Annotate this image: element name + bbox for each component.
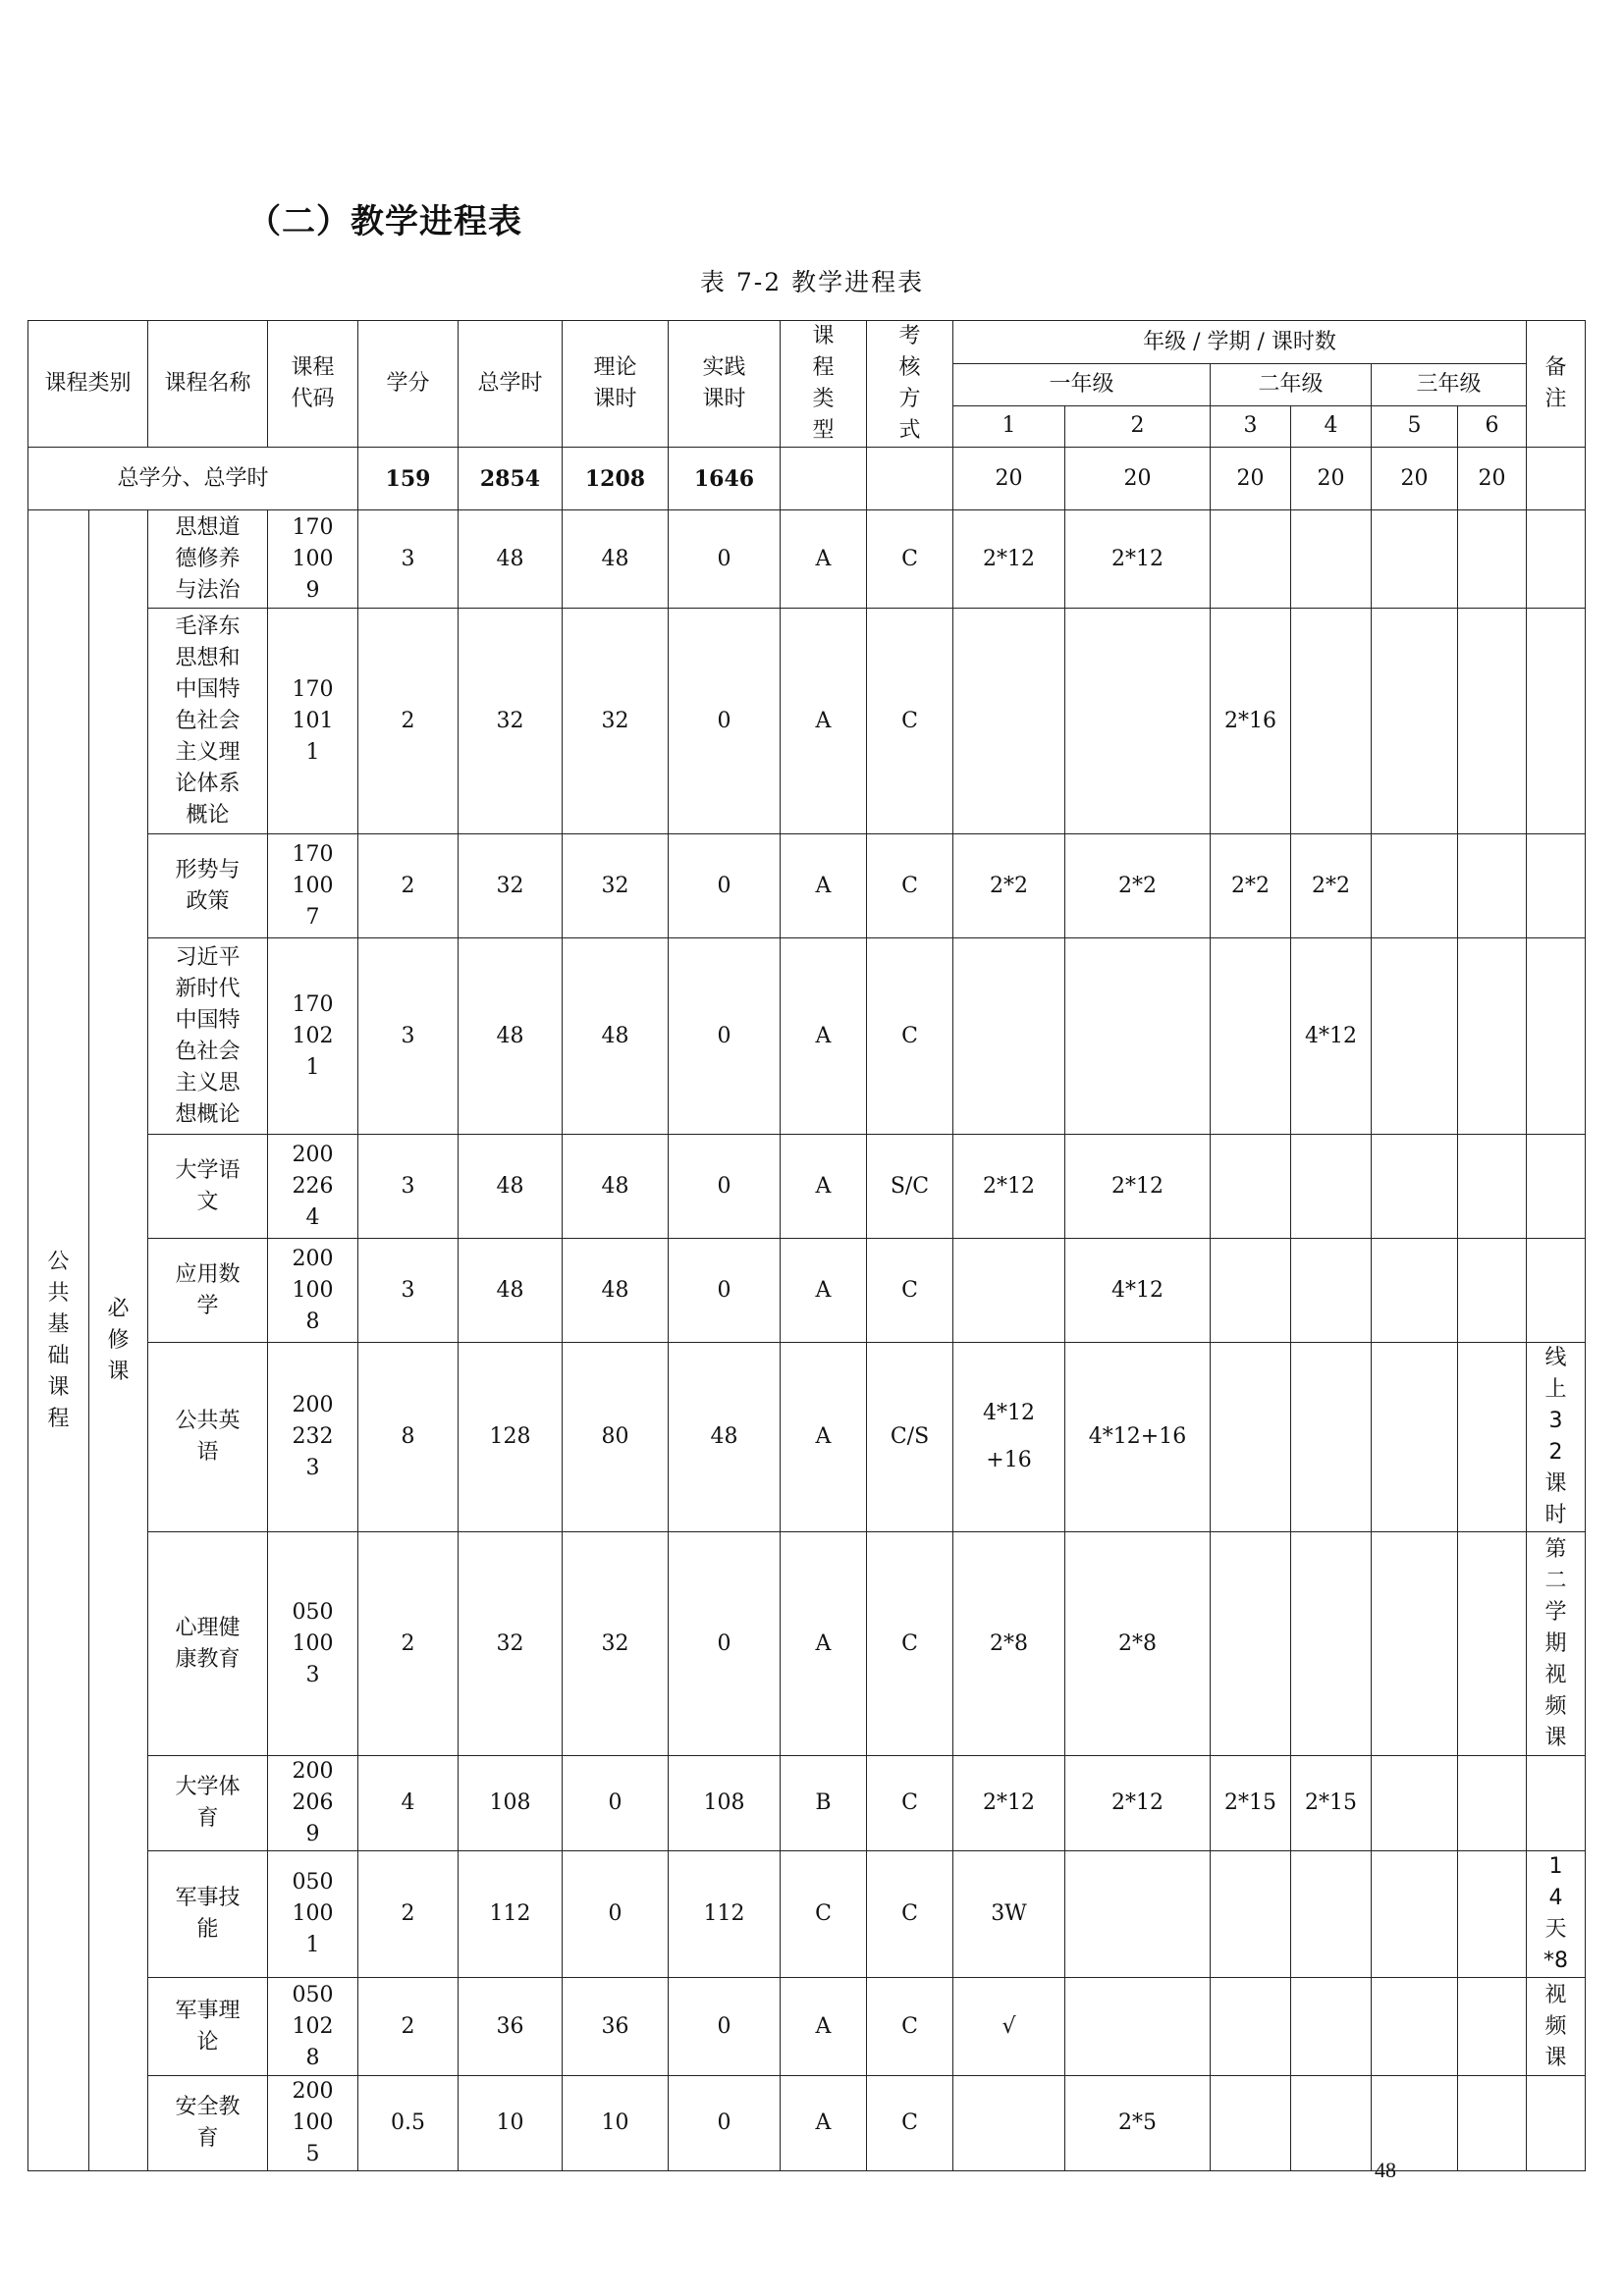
- sem1-hours: 2*2: [953, 834, 1065, 938]
- course-type: A: [781, 938, 867, 1135]
- practice-hours: 0: [669, 1532, 781, 1756]
- table-caption: 表 7-2 教学进程表: [699, 268, 925, 296]
- sem2-hours: 2*12: [1065, 1135, 1211, 1239]
- course-code: 2002069: [268, 1756, 358, 1851]
- course-type: A: [781, 1239, 867, 1343]
- table-row: [28, 1978, 1586, 2076]
- course-code: 1701009: [268, 510, 358, 609]
- totals-sem2: 20: [1065, 448, 1211, 510]
- section-title: （二）教学进程表: [247, 202, 522, 241]
- assessment: C: [867, 609, 953, 834]
- sem2-hours: 2*8: [1065, 1532, 1211, 1756]
- remark: [1527, 1239, 1586, 1343]
- sem1-hours: 2*12: [953, 1756, 1065, 1851]
- assessment: C: [867, 1532, 953, 1756]
- sem3-hours: [1211, 938, 1291, 1135]
- sem4-hours: 2*15: [1291, 1756, 1372, 1851]
- credits: 3: [358, 510, 459, 609]
- theory-hours: 32: [563, 1532, 669, 1756]
- header-remarks: 备注: [1527, 321, 1586, 448]
- header-sem3: 3: [1211, 405, 1291, 447]
- totals-sem4: 20: [1291, 448, 1372, 510]
- sem1-hours: 3W: [953, 1851, 1065, 1978]
- sem5-hours: [1372, 1978, 1458, 2076]
- total-hours: 108: [459, 1756, 563, 1851]
- sem1-hours: √: [953, 1978, 1065, 2076]
- theory-hours: 0: [563, 1756, 669, 1851]
- header-assessment: 考核方式: [867, 321, 953, 448]
- practice-hours: 0: [669, 1978, 781, 2076]
- category-label: 公共基础课程: [28, 510, 89, 2171]
- sem2-hours: 2*5: [1065, 2076, 1211, 2171]
- sem4-hours: [1291, 1851, 1372, 1978]
- totals-sem1: 20: [953, 448, 1065, 510]
- total-hours: 32: [459, 1532, 563, 1756]
- sem2-hours: 4*12+16: [1065, 1343, 1211, 1532]
- course-type: A: [781, 510, 867, 609]
- assessment: C: [867, 1978, 953, 2076]
- remark: 第二学期视频课: [1527, 1532, 1586, 1756]
- credits: 2: [358, 834, 459, 938]
- header-total-hours: 总学时: [459, 321, 563, 448]
- course-name: 军事理论: [148, 1978, 268, 2076]
- total-hours: 112: [459, 1851, 563, 1978]
- credits: 3: [358, 1239, 459, 1343]
- sem1-hours: [953, 938, 1065, 1135]
- remark: [1527, 609, 1586, 834]
- assessment: C: [867, 938, 953, 1135]
- header-row-1: [28, 321, 1586, 364]
- sem4-hours: [1291, 2076, 1372, 2171]
- table-row: [28, 1135, 1586, 1239]
- course-type: A: [781, 1532, 867, 1756]
- total-hours: 128: [459, 1343, 563, 1532]
- course-type: A: [781, 1135, 867, 1239]
- totals-assessment: [867, 448, 953, 510]
- sem2-hours: [1065, 938, 1211, 1135]
- remark: 线上32课时: [1527, 1343, 1586, 1532]
- sem2-hours: 2*12: [1065, 510, 1211, 609]
- course-type: A: [781, 1343, 867, 1532]
- subcategory-label: 必修课: [89, 510, 148, 2171]
- practice-hours: 0: [669, 510, 781, 609]
- sem4-hours: 4*12: [1291, 938, 1372, 1135]
- table-row: [28, 1239, 1586, 1343]
- header-credits: 学分: [358, 321, 459, 448]
- header-sem6: 6: [1458, 405, 1527, 447]
- sem4-hours: [1291, 1343, 1372, 1532]
- course-rows: [28, 510, 1586, 2171]
- practice-hours: 0: [669, 938, 781, 1135]
- table-row: [28, 834, 1586, 938]
- totals-label: 总学分、总学时: [28, 448, 358, 510]
- assessment: C: [867, 834, 953, 938]
- course-type: A: [781, 2076, 867, 2171]
- sem5-hours: [1372, 2076, 1458, 2171]
- total-hours: 32: [459, 834, 563, 938]
- sem1-hours: [953, 609, 1065, 834]
- sem6-hours: [1458, 510, 1527, 609]
- course-name: 毛泽东思想和中国特色社会主义理论体系概论: [148, 609, 268, 834]
- assessment: S/C: [867, 1135, 953, 1239]
- table-row: [28, 1343, 1586, 1532]
- sem5-hours: [1372, 510, 1458, 609]
- course-name: 形势与政策: [148, 834, 268, 938]
- sem4-hours: 2*2: [1291, 834, 1372, 938]
- remark: [1527, 510, 1586, 609]
- totals-row: [28, 448, 1586, 510]
- course-type: A: [781, 834, 867, 938]
- credits: 2: [358, 1978, 459, 2076]
- practice-hours: 0: [669, 2076, 781, 2171]
- sem3-hours: [1211, 1532, 1291, 1756]
- total-hours: 48: [459, 1135, 563, 1239]
- total-hours: 48: [459, 510, 563, 609]
- sem3-hours: [1211, 510, 1291, 609]
- total-hours: 48: [459, 1239, 563, 1343]
- header-course-code: 课程代码: [268, 321, 358, 448]
- sem3-hours: [1211, 1135, 1291, 1239]
- page-number: 48: [1375, 2158, 1396, 2182]
- course-code: 2001008: [268, 1239, 358, 1343]
- sem6-hours: [1458, 1239, 1527, 1343]
- sem3-hours: 2*2: [1211, 834, 1291, 938]
- header-course-type: 课程类型: [781, 321, 867, 448]
- course-type: A: [781, 1978, 867, 2076]
- sem5-hours: [1372, 938, 1458, 1135]
- sem6-hours: [1458, 1851, 1527, 1978]
- remark: [1527, 1756, 1586, 1851]
- course-name: 大学体育: [148, 1756, 268, 1851]
- remark: [1527, 1135, 1586, 1239]
- practice-hours: 0: [669, 1135, 781, 1239]
- sem3-hours: [1211, 1978, 1291, 2076]
- totals-course-type: [781, 448, 867, 510]
- total-hours: 48: [459, 938, 563, 1135]
- credits: 8: [358, 1343, 459, 1532]
- practice-hours: 48: [669, 1343, 781, 1532]
- header-sem5: 5: [1372, 405, 1458, 447]
- sem6-hours: [1458, 1343, 1527, 1532]
- credits: 2: [358, 609, 459, 834]
- sem2-hours: 2*2: [1065, 834, 1211, 938]
- sem2-hours: [1065, 1978, 1211, 2076]
- course-name: 应用数学: [148, 1239, 268, 1343]
- assessment: C: [867, 1851, 953, 1978]
- sem1-hours: 2*12: [953, 1135, 1065, 1239]
- course-code: 2002264: [268, 1135, 358, 1239]
- header-grade-semester-hours: 年级 / 学期 / 课时数: [953, 321, 1527, 364]
- header-sem4: 4: [1291, 405, 1372, 447]
- sem2-hours: [1065, 1851, 1211, 1978]
- sem6-hours: [1458, 938, 1527, 1135]
- total-hours: 10: [459, 2076, 563, 2171]
- sem5-hours: [1372, 1851, 1458, 1978]
- sem3-hours: [1211, 1343, 1291, 1532]
- assessment: C: [867, 510, 953, 609]
- sem3-hours: [1211, 1239, 1291, 1343]
- course-type: C: [781, 1851, 867, 1978]
- sem4-hours: [1291, 510, 1372, 609]
- header-practice-hours: 实践课时: [669, 321, 781, 448]
- totals-sem3: 20: [1211, 448, 1291, 510]
- theory-hours: 0: [563, 1851, 669, 1978]
- sem4-hours: [1291, 1135, 1372, 1239]
- header-sem2: 2: [1065, 405, 1211, 447]
- sem1-hours: [953, 2076, 1065, 2171]
- theory-hours: 32: [563, 609, 669, 834]
- credits: 4: [358, 1756, 459, 1851]
- sem5-hours: [1372, 1239, 1458, 1343]
- course-name: 思想道德修养与法治: [148, 510, 268, 609]
- sem4-hours: [1291, 609, 1372, 834]
- sem4-hours: [1291, 1532, 1372, 1756]
- totals-sem5: 20: [1372, 448, 1458, 510]
- credits: 2: [358, 1851, 459, 1978]
- credits: 3: [358, 1135, 459, 1239]
- sem5-hours: [1372, 1343, 1458, 1532]
- course-code: 1701007: [268, 834, 358, 938]
- course-type: B: [781, 1756, 867, 1851]
- course-name: 心理健康教育: [148, 1532, 268, 1756]
- practice-hours: 0: [669, 834, 781, 938]
- practice-hours: 0: [669, 1239, 781, 1343]
- credits: 2: [358, 1532, 459, 1756]
- theory-hours: 48: [563, 1135, 669, 1239]
- sem6-hours: [1458, 834, 1527, 938]
- assessment: C: [867, 2076, 953, 2171]
- sem6-hours: [1458, 609, 1527, 834]
- assessment: C: [867, 1239, 953, 1343]
- table-row: [28, 2076, 1586, 2171]
- practice-hours: 0: [669, 609, 781, 834]
- total-hours: 36: [459, 1978, 563, 2076]
- header-year3: 三年级: [1372, 364, 1527, 405]
- sem4-hours: [1291, 1239, 1372, 1343]
- course-code: 0501028: [268, 1978, 358, 2076]
- sem1-hours: 2*8: [953, 1532, 1065, 1756]
- sem1-hours: 4*12 +16: [953, 1343, 1065, 1532]
- sem2-hours: 4*12: [1065, 1239, 1211, 1343]
- course-name: 公共英语: [148, 1343, 268, 1532]
- total-hours: 32: [459, 609, 563, 834]
- table-row: [28, 1532, 1586, 1756]
- sem6-hours: [1458, 1135, 1527, 1239]
- table-row: [28, 1851, 1586, 1978]
- theory-hours: 10: [563, 2076, 669, 2171]
- sem4-hours: [1291, 1978, 1372, 2076]
- sem6-hours: [1458, 1756, 1527, 1851]
- remark: 14天*8: [1527, 1851, 1586, 1978]
- sem3-hours: [1211, 2076, 1291, 2171]
- table-row: [28, 938, 1586, 1135]
- assessment: C: [867, 1756, 953, 1851]
- sem5-hours: [1372, 1532, 1458, 1756]
- course-code: 0501001: [268, 1851, 358, 1978]
- theory-hours: 36: [563, 1978, 669, 2076]
- theory-hours: 80: [563, 1343, 669, 1532]
- sem2-hours: 2*12: [1065, 1756, 1211, 1851]
- course-code: 2002323: [268, 1343, 358, 1532]
- theory-hours: 32: [563, 834, 669, 938]
- course-code: 2001005: [268, 2076, 358, 2171]
- sem5-hours: [1372, 1135, 1458, 1239]
- schedule-table: [27, 320, 1586, 2171]
- table-row: [28, 609, 1586, 834]
- theory-hours: 48: [563, 1239, 669, 1343]
- sem2-hours: [1065, 609, 1211, 834]
- header-theory-hours: 理论课时: [563, 321, 669, 448]
- table-row: [28, 510, 1586, 609]
- course-name: 军事技能: [148, 1851, 268, 1978]
- remark: [1527, 834, 1586, 938]
- header-sem1: 1: [953, 405, 1065, 447]
- sem5-hours: [1372, 609, 1458, 834]
- sem3-hours: 2*16: [1211, 609, 1291, 834]
- course-name: 习近平新时代中国特色社会主义思想概论: [148, 938, 268, 1135]
- header-year2: 二年级: [1211, 364, 1372, 405]
- theory-hours: 48: [563, 938, 669, 1135]
- sem6-hours: [1458, 2076, 1527, 2171]
- assessment: C/S: [867, 1343, 953, 1532]
- course-code: 1701021: [268, 938, 358, 1135]
- course-code: 0501003: [268, 1532, 358, 1756]
- totals-total-hours: 2854: [459, 448, 563, 510]
- sem1-hours: 2*12: [953, 510, 1065, 609]
- table-row: [28, 1756, 1586, 1851]
- course-name: 安全教育: [148, 2076, 268, 2171]
- credits: 3: [358, 938, 459, 1135]
- remark: [1527, 938, 1586, 1135]
- sem1-hours: [953, 1239, 1065, 1343]
- remark: [1527, 2076, 1586, 2171]
- practice-hours: 108: [669, 1756, 781, 1851]
- remark: 视频课: [1527, 1978, 1586, 2076]
- course-code: 1701011: [268, 609, 358, 834]
- sem5-hours: [1372, 1756, 1458, 1851]
- header-course-category: 课程类别: [28, 321, 148, 448]
- totals-practice-hours: 1646: [669, 448, 781, 510]
- sem3-hours: 2*15: [1211, 1756, 1291, 1851]
- totals-sem6: 20: [1458, 448, 1527, 510]
- totals-credits: 159: [358, 448, 459, 510]
- sem6-hours: [1458, 1532, 1527, 1756]
- sem6-hours: [1458, 1978, 1527, 2076]
- totals-theory-hours: 1208: [563, 448, 669, 510]
- sem3-hours: [1211, 1851, 1291, 1978]
- theory-hours: 48: [563, 510, 669, 609]
- sem5-hours: [1372, 834, 1458, 938]
- course-type: A: [781, 609, 867, 834]
- credits: 0.5: [358, 2076, 459, 2171]
- practice-hours: 112: [669, 1851, 781, 1978]
- totals-remarks: [1527, 448, 1586, 510]
- course-name: 大学语文: [148, 1135, 268, 1239]
- header-course-name: 课程名称: [148, 321, 268, 448]
- header-year1: 一年级: [953, 364, 1211, 405]
